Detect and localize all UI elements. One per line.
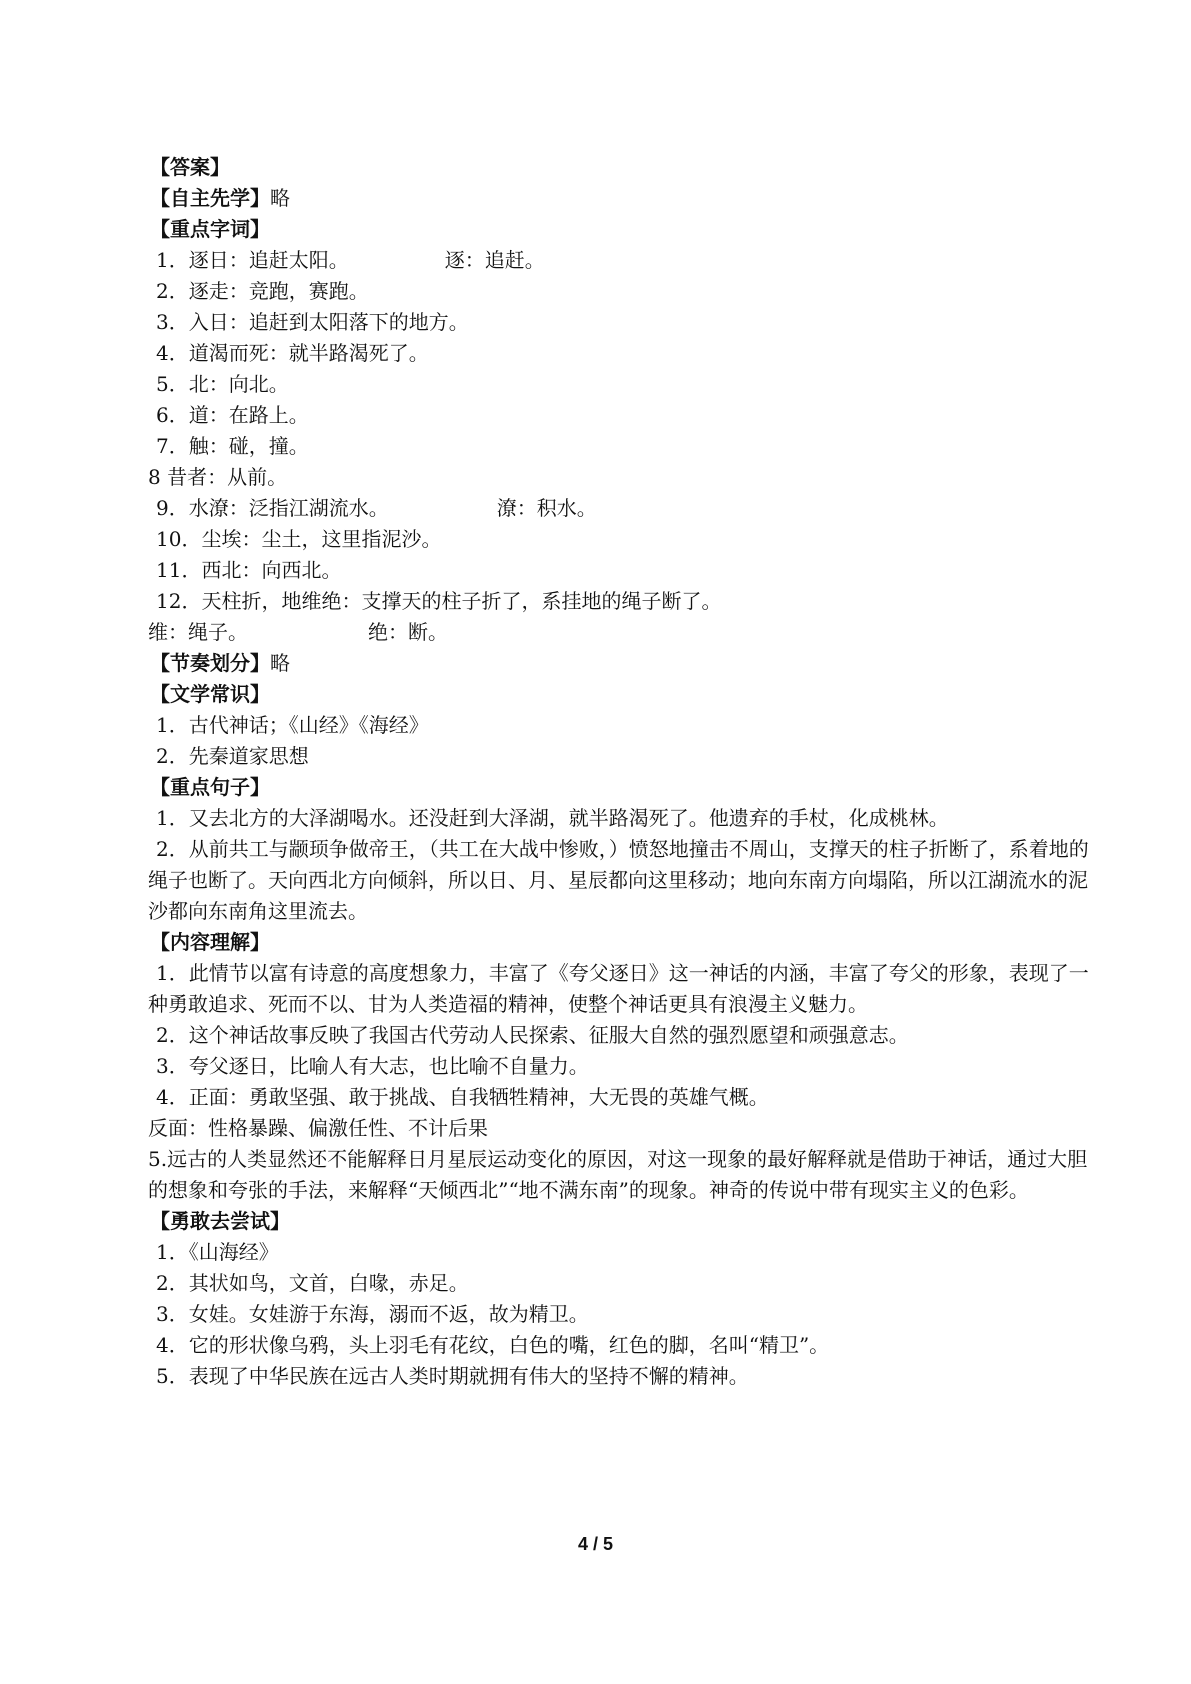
understanding-item: 5.远古的人类显然还不能解释日月星辰运动变化的原因，对这一现象的最好解释就是借助于神话，通过大胆的想象和夸张的手法，来解释“天倾西北”“地不满东南”的现象。神奇的传说中带有现实主义的色彩。 [148,1147,1088,1202]
keyword-item: 10．尘埃：尘土，这里指泥沙。 [156,527,442,551]
page-indicator: 4 / 5 [577,1534,614,1554]
literature-item: 2．先秦道家思想 [156,744,309,768]
sentence-item: 1．又去北方的大泽湖喝水。还没赶到大泽湖，就半路渴死了。他遗弃的手杖，化成桃林。 [156,806,949,830]
sentence-item: 2．从前共工与颛顼争做帝王，（共工在大战中惨败，）愤怒地撞击不周山，支撑天的柱子折断了，系着地的绳子也断了。天向西北方向倾斜，所以日、月、星辰都向这里移动；地向东南方向塌陷，所以江湖流水的泥沙都向东南角这里流去。 [148,837,1089,923]
keyword-item: 6．道：在路上。 [156,403,309,427]
keyword-gloss: 潦：积水。 [496,496,597,520]
self-study-heading: 【自主先学】 [150,186,270,210]
keyword-item: 2．逐走：竞跑，赛跑。 [156,279,369,303]
keyword-item: 4．道渴而死：就半路渴死了。 [156,341,429,365]
understanding-item: 1．此情节以富有诗意的高度想象力，丰富了《夸父逐日》这一神话的内涵，丰富了夸父的形象，表现了一种勇敢追求、死而不以、甘为人类造福的精神，使整个神话更具有浪漫主义魅力。 [148,961,1089,1016]
answer-heading: 【答案】 [150,155,230,179]
try-item: 1．《山海经》 [156,1240,279,1264]
keyword-item: 5．北：向北。 [156,372,289,396]
understanding-item: 3．夸父逐日，比喻人有大志，也比喻不自量力。 [156,1054,589,1078]
keyword-note [148,617,1094,648]
rhythm-heading: 【节奏划分】 [150,651,270,675]
keyword-item [148,245,1094,276]
rhythm-row [148,648,1094,679]
literature-item: 1．古代神话；《山经》《海经》 [156,713,429,737]
document-body [148,152,1094,1392]
keyword-item: 8 昔者：从前。 [148,465,288,489]
keyword-item: 12．天柱折，地维绝：支撑天的柱子折了，系挂地的绳子断了。 [156,589,722,613]
understanding-reverse: 反面：性格暴躁、偏激任性、不计后果 [148,1116,488,1140]
try-heading: 【勇敢去尝试】 [150,1209,290,1233]
understanding-item: 2．这个神话故事反映了我国古代劳动人民探索、征服大自然的强烈愿望和顽强意志。 [156,1023,909,1047]
keyword-text: 9．水潦：泛指江湖流水。 [156,496,389,520]
keyword-note-b: 绝：断。 [368,620,448,644]
understanding-heading: 【内容理解】 [150,930,270,954]
keywords-heading: 【重点字词】 [150,217,270,241]
rhythm-value: 略 [270,651,290,675]
keyword-item: 7．触：碰，撞。 [156,434,309,458]
sentences-heading: 【重点句子】 [150,775,270,799]
keyword-text: 1．逐日：追赶太阳。 [156,248,349,272]
understanding-item: 4．正面：勇敢坚强、敢于挑战、自我牺牲精神，大无畏的英雄气概。 [156,1085,769,1109]
self-study-row [148,183,1094,214]
self-study-value: 略 [270,186,290,210]
try-item: 5．表现了中华民族在远古人类时期就拥有伟大的坚持不懈的精神。 [156,1364,749,1388]
keyword-gloss: 逐：追赶。 [444,248,545,272]
keyword-item: 11．西北：向西北。 [156,558,342,582]
try-item: 4．它的形状像乌鸦，头上羽毛有花纹，白色的嘴，红色的脚，名叫“精卫”。 [156,1333,830,1357]
try-item: 3．女娃。女娃游于东海，溺而不返，故为精卫。 [156,1302,589,1326]
keyword-item: 3．入日：追赶到太阳落下的地方。 [156,310,469,334]
literature-heading: 【文学常识】 [150,682,270,706]
keyword-note-a: 维：绳子。 [148,620,248,644]
try-item: 2．其状如鸟，文首，白喙，赤足。 [156,1271,469,1295]
keyword-item [148,493,1094,524]
